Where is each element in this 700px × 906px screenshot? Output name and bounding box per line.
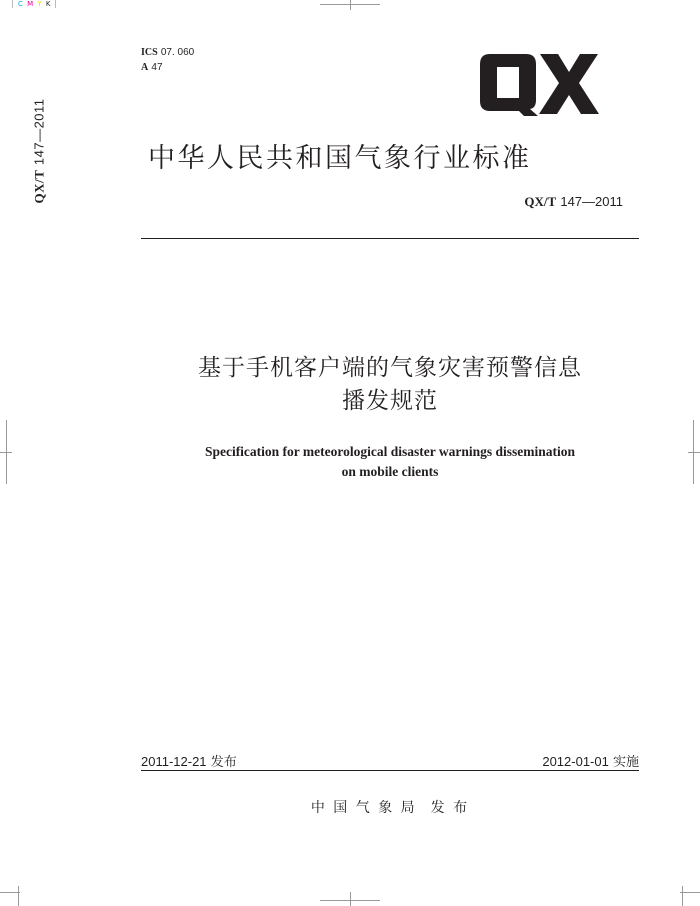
spine-label <box>30 96 50 206</box>
standard-title: 中华人民共和国气象行业标准 <box>148 143 532 174</box>
cmyk-labels <box>18 0 52 8</box>
ccs-line <box>141 60 194 75</box>
cmyk-y: Y <box>37 0 43 8</box>
title-en-line-2: on mobile clients <box>341 464 439 479</box>
issuer-name: 中 国 气 象 局 <box>310 800 417 816</box>
title-en-line-1: Specification for meteorological disaster warnings dissemination <box>204 444 576 459</box>
issue-label: 发布 <box>210 755 237 770</box>
title-cn-line-2: 播发规范 <box>342 388 438 414</box>
issuer-line <box>141 797 639 817</box>
crop-mark <box>0 452 12 453</box>
effective-date-block <box>542 751 639 770</box>
footer-divider <box>141 770 639 771</box>
crop-mark <box>688 452 700 453</box>
ccs-label: A <box>141 62 149 73</box>
header-divider <box>141 238 639 239</box>
logo-letter-q <box>480 54 538 116</box>
qx-logo <box>480 52 600 118</box>
effective-date: 2012-01-01 <box>542 754 609 769</box>
effective-label: 实施 <box>612 755 639 770</box>
title-cn-line-1: 基于手机客户端的气象灾害预警信息 <box>198 355 582 381</box>
spine-code-number: 147—2011 <box>32 98 47 166</box>
ics-label: ICS <box>141 47 158 58</box>
issuer-action: 发 布 <box>430 800 470 816</box>
crop-mark <box>350 892 351 906</box>
crop-mark <box>680 892 700 893</box>
crop-mark <box>682 886 683 906</box>
document-title-cn <box>141 352 639 418</box>
issue-date-block <box>141 751 237 770</box>
classification-block <box>141 45 194 75</box>
crop-mark <box>0 892 20 893</box>
standard-code <box>524 194 623 210</box>
spine-code-prefix: QX/T <box>32 169 47 204</box>
cmyk-c: C <box>18 0 24 8</box>
logo-letter-x <box>539 54 599 114</box>
crop-mark <box>18 886 19 906</box>
issue-date: 2011-12-21 <box>141 754 207 769</box>
standard-code-prefix: QX/T <box>524 194 557 209</box>
cmyk-m: M <box>27 0 35 8</box>
document-title-en <box>141 442 639 482</box>
ccs-value: 47 <box>151 62 163 73</box>
crop-mark <box>350 0 351 10</box>
ics-line <box>141 45 194 60</box>
ics-value: 07. 060 <box>160 47 195 58</box>
cmyk-k: K <box>45 0 52 8</box>
standard-code-number: 147—2011 <box>560 194 623 209</box>
